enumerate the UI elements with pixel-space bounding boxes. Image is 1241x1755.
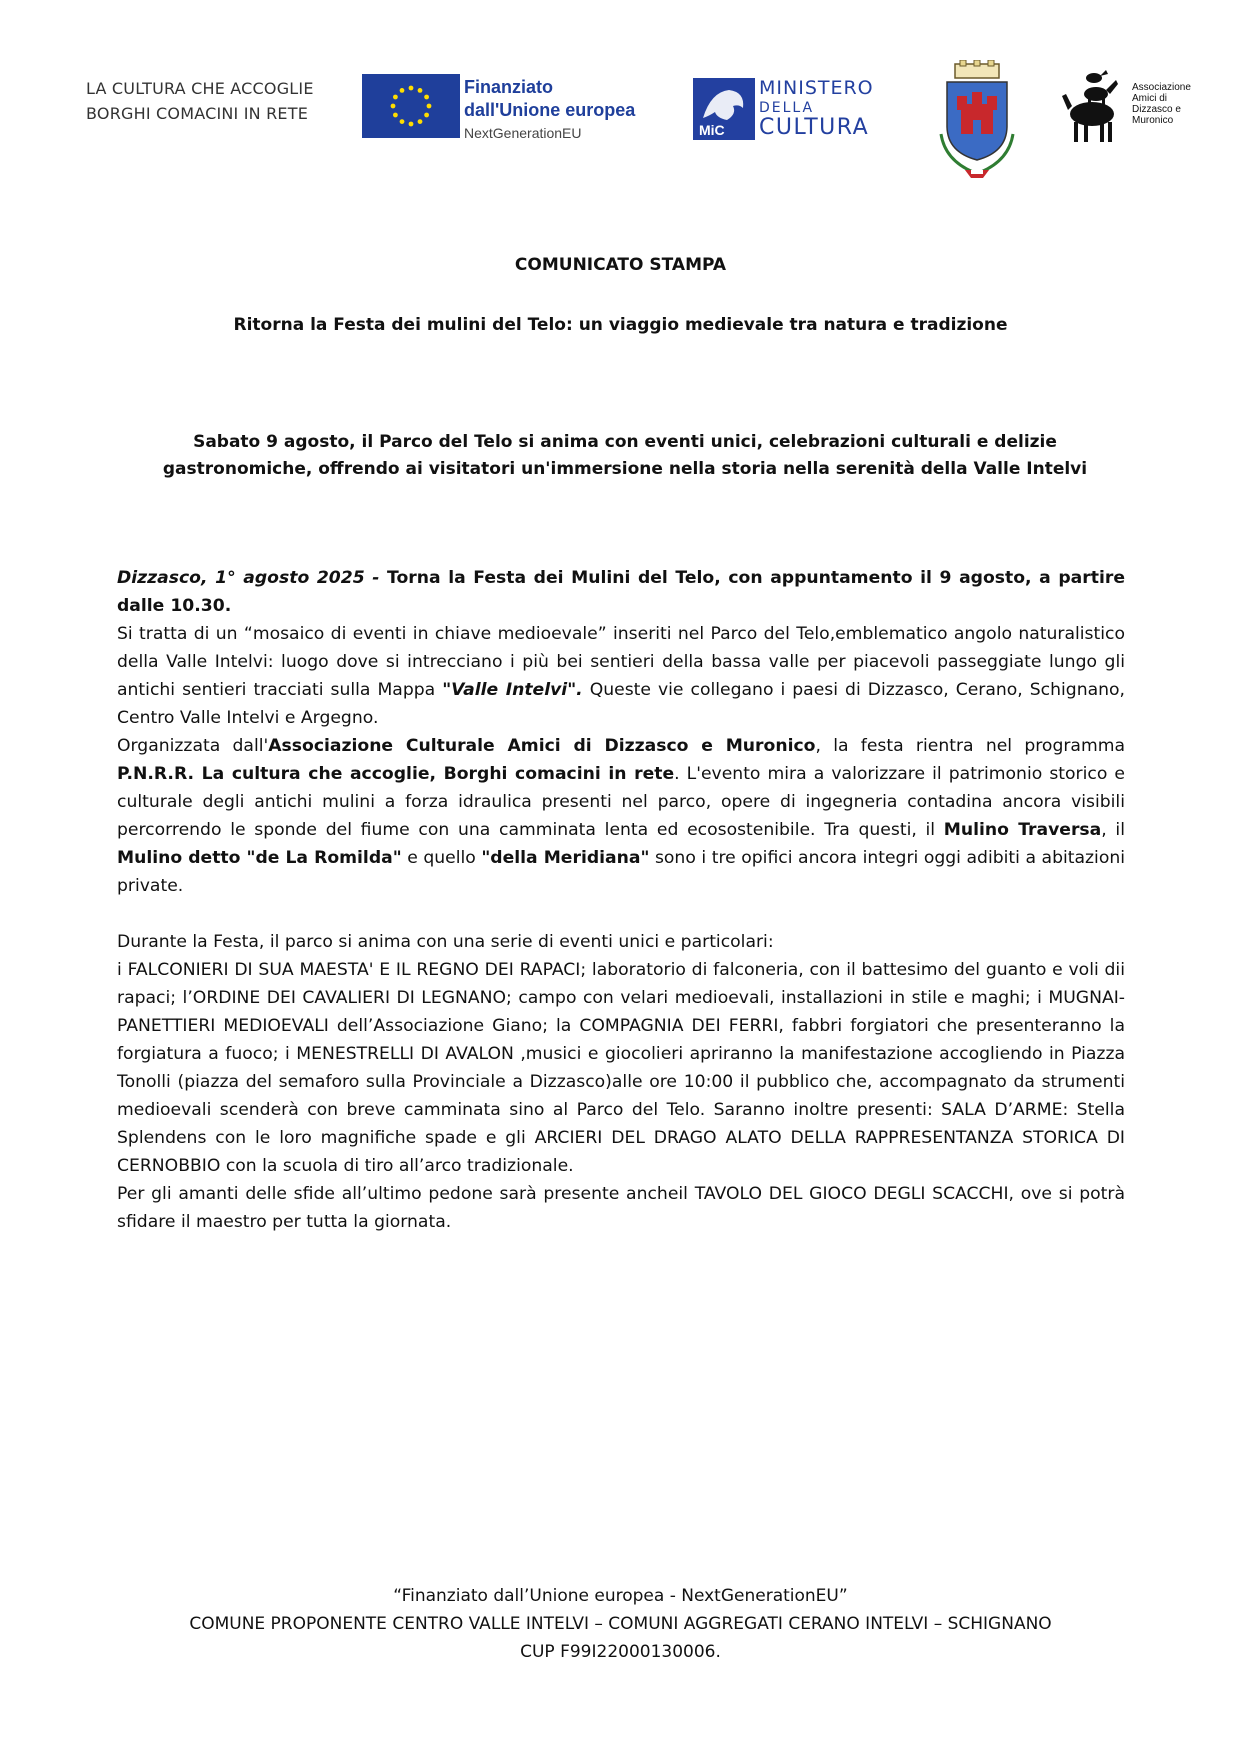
association-name: Associazione Culturale Amici di Dizzasco e Muronico [268, 736, 816, 756]
organization-text-b: , la festa rientra nel programma [815, 736, 1125, 756]
organization-text-c: . L'evento mira a valorizzare il patrimonio storico e culturale degli antichi mulini a forza idraulica presenti nel parco, opere di ingegneria contadina ancora visibili percorrendo le sponde del fiume con una camminata lenta ed ecosostenibile. Tra questi, il [117, 764, 1126, 840]
organization-text-a: Organizzata dall' [117, 736, 269, 756]
eu-logo-text [464, 76, 635, 145]
eu-flag-icon [362, 74, 460, 138]
paragraph-park-text-b: Queste vie collegano i paesi di Dizzasco, Cerano, Schignano, Centro Valle Intelvi e Argegno. [117, 680, 1126, 728]
association-logo-line2: Amici di [1132, 93, 1168, 104]
eu-logo-line2: dall'Unione europea [464, 100, 636, 120]
mill-meridiana: "della Meridiana" [481, 848, 650, 868]
paragraph-gap [117, 900, 1125, 928]
association-logo-line4: Muronico [1132, 115, 1174, 126]
eu-logo [362, 74, 642, 140]
footer-cup: CUP F99I22000130006. [520, 1642, 721, 1662]
dateline: Dizzasco, 1° agosto 2025 - [117, 568, 380, 588]
mill-traversa: Mulino Traversa [943, 820, 1102, 840]
eu-logo-line1: Finanziato [464, 77, 553, 97]
project-logo-line1: LA CULTURA CHE ACCOGLIE [86, 79, 314, 98]
paragraph-events-intro: Durante la Festa, il parco si anima con una serie di eventi unici e particolari: [117, 932, 774, 952]
project-logo [86, 76, 314, 126]
paragraph-park-text-a: Si tratta di un “mosaico di eventi in chiave medioevale” inseriti nel Parco del Telo,emblematico angolo naturalistico della Valle Intelvi: luogo dove si intrecciano i più bei sentieri della bassa valle per piacevoli passeggiate lungo gli antichi sentieri tracciati sulla Mappa [117, 624, 1125, 700]
document-title: COMUNICATO STAMPA [514, 255, 727, 275]
organization-text-d: , il [1101, 820, 1125, 840]
footer [0, 1582, 1241, 1666]
ministry-logo-text [759, 78, 874, 138]
paragraph-events-list: i FALCONIERI DI SUA MAESTA' E IL REGNO DEI RAPACI; laboratorio di falconeria, con il battesimo del guanto e voli dii rapaci; l’ORDINE DEI CAVALIERI DI LEGNANO; campo con velari medioevali, installazioni in stile e maghi; i MUGNAI-PANETTIERI MEDIOEVALI dell’Associazione Giano; la COMPAGNIA DEI FERRI, fabbri forgiatori che presenteranno la forgiatura a fuoco; i MENESTRELLI DI AVALON ,musici e giocolieri apriranno la manifestazione accogliendo in Piazza Tonolli (piazza del semaforo sulla Provinciale a Dizzasco)alle ore 10:00 il pubblico che, accompagnato da strumenti medioevali scenderà con breve camminata sino al Parco del Telo. Saranno inoltre presenti: SALA D’ARME: Stella Splendens con le loro magnifiche spade e gli ARCIERI DEL DRAGO ALATO DELLA RAPPRESENTANZA STORICA DI CERNOBBIO con la scuola di tiro all’arco tradizionale. [117, 960, 1125, 1176]
paragraph-dateline [117, 564, 1125, 620]
municipal-crest-icon [933, 60, 1021, 182]
association-logo-line3: Dizzasco e [1132, 104, 1181, 115]
eu-logo-line3: NextGenerationEU [464, 125, 582, 141]
paragraph-chess: Per gli amanti delle sfide all’ultimo pedone sarà presente ancheil TAVOLO DEL GIOCO DEGLI SCACCHI, ove si potrà sfidare il maestro per tutta la giornata. [117, 1184, 1125, 1232]
project-logo-line2: BORGHI COMACINI IN RETE [86, 104, 309, 123]
animals-icon [1062, 66, 1128, 146]
ministry-emblem-icon [693, 78, 755, 140]
ministry-logo-line2: DELLA [759, 100, 815, 116]
article-body [117, 564, 1125, 1236]
footer-funding: “Finanziato dall’Unione europea - NextGenerationEU” [393, 1586, 848, 1606]
footer-municipalities: COMUNE PROPONENTE CENTRO VALLE INTELVI – COMUNI AGGREGATI CERANO INTELVI – SCHIGNANO [189, 1614, 1052, 1634]
header [0, 60, 1241, 200]
document-subtitle: Ritorna la Festa dei mulini del Telo: un viaggio medievale tra natura e tradizione [233, 315, 1008, 335]
lead-paragraph: Sabato 9 agosto, il Parco del Telo si anima con eventi unici, celebrazioni culturali e delizie gastronomiche, offrendo ai visitatori un'immersione nella storia nella serenità della Valle Intelvi [162, 432, 1088, 479]
paragraph-organization [117, 732, 1125, 900]
ministry-logo-line1: MINISTERO [759, 77, 874, 99]
map-name: "Valle Intelvi". [442, 680, 583, 700]
dateline-text: Torna la Festa dei Mulini del Telo, con appuntamento il 9 agosto, a partire dalle 10.30. [117, 568, 1125, 616]
association-logo [1062, 66, 1202, 146]
association-logo-text [1132, 82, 1191, 126]
organization-text-e: e quello [401, 848, 482, 868]
organization-text-f: sono i tre opifici ancora integri oggi adibiti a abitazioni private. [117, 848, 1126, 896]
paragraph-park [117, 620, 1125, 732]
association-logo-line1: Associazione [1132, 82, 1191, 93]
ministry-emblem-label: MiC [699, 122, 725, 138]
program-name: P.N.R.R. La cultura che accoglie, Borghi comacini in rete [117, 764, 675, 784]
ministry-logo [693, 78, 883, 140]
ministry-logo-line3: CULTURA [759, 115, 870, 140]
mill-romilda: Mulino detto "de La Romilda" [117, 848, 402, 868]
